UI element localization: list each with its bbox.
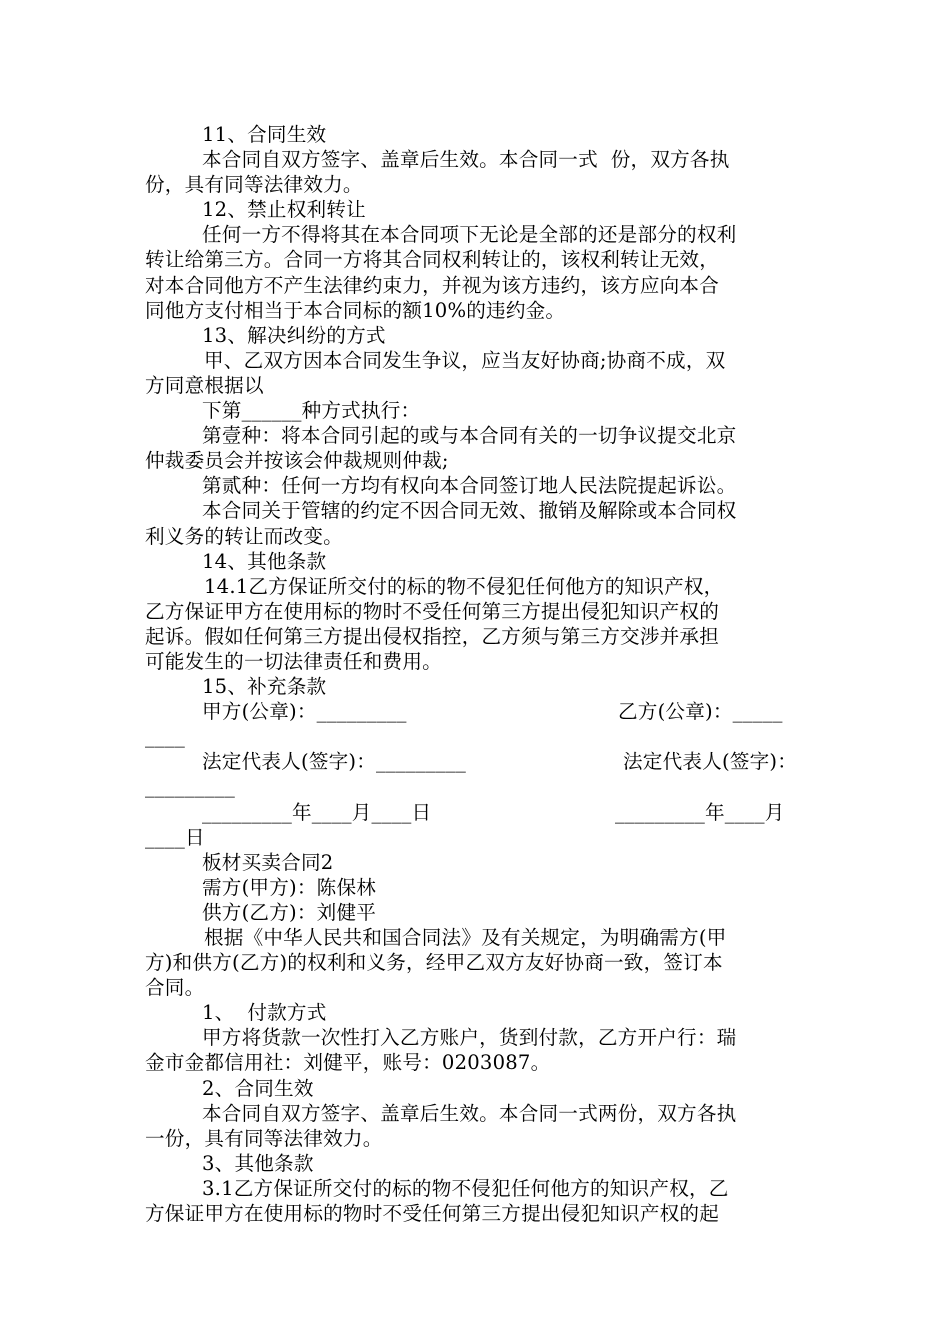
party-b-date-line-wrap: ____日 xyxy=(145,825,205,849)
text-line: 第壹种：将本合同引起的或与本合同有关的一切争议提交北京 xyxy=(202,424,737,448)
text-line: 12、禁止权利转让 xyxy=(202,198,366,222)
signature-row-party-seal xyxy=(145,699,807,724)
document-page xyxy=(145,122,807,1226)
text-line: 3、其他条款 xyxy=(202,1151,314,1175)
text-line: 甲、乙双方因本合同发生争议，应当友好协商;协商不成，双 xyxy=(204,348,726,372)
text-line: 对本合同他方不产生法律约束力，并视为该方违约，该方应向本合 xyxy=(145,273,720,297)
party-b-legal-rep-line-wrap: _________ xyxy=(145,775,235,799)
party-b-seal-line-wrap: ____ xyxy=(145,725,185,749)
signature-row-legal-rep xyxy=(145,749,807,774)
party-b-seal-line: 乙方(公章)：_____ xyxy=(618,700,783,724)
text-line: 本合同自双方签字、盖章后生效。本合同一式 份，双方各执 xyxy=(202,148,730,172)
text-line: 14.1乙方保证所交付的标的物不侵犯任何他方的知识产权， xyxy=(204,574,724,598)
text-line: 3.1乙方保证所交付的标的物不侵犯任何他方的知识产权，乙 xyxy=(202,1176,729,1200)
text-line: 14、其他条款 xyxy=(202,549,327,573)
text-line: 方)和供方(乙方)的权利和义务，经甲乙双方友好协商一致，签订本 xyxy=(145,951,723,975)
text-line: 15、补充条款 xyxy=(202,675,327,699)
text-line: 下第______种方式执行： xyxy=(202,399,421,423)
text-line: 供方(乙方)：刘健平 xyxy=(202,900,377,924)
text-line: 份，具有同等法律效力。 xyxy=(145,173,363,197)
text-line: 方同意根据以 xyxy=(145,373,264,397)
party-a-date-line: _________年____月____日 xyxy=(202,800,432,824)
text-line: 金市金都信用社：刘健平，账号：0203087。 xyxy=(145,1051,551,1075)
text-line: 板材买卖合同2 xyxy=(202,850,334,874)
party-a-seal-line: 甲方(公章)：_________ xyxy=(202,700,407,724)
party-b-date-line: _________年____月 xyxy=(615,800,785,824)
party-b-legal-rep-line: 法定代表人(签字)： xyxy=(623,750,798,774)
text-line: 13、解决纠纷的方式 xyxy=(202,323,386,347)
text-line: 1、 付款方式 xyxy=(202,1001,327,1025)
contract-section-1 xyxy=(145,122,807,699)
text-line: 同他方支付相当于本合同标的额10%的违约金。 xyxy=(145,298,566,322)
text-line: 乙方保证甲方在使用标的物时不受任何第三方提出侵犯知识产权的 xyxy=(145,599,720,623)
text-line: 一份，具有同等法律效力。 xyxy=(145,1126,383,1150)
text-line: 方保证甲方在使用标的物时不受任何第三方提出侵犯知识产权的起 xyxy=(145,1202,720,1226)
text-line: 起诉。假如任何第三方提出侵权指控，乙方须与第三方交涉并承担 xyxy=(145,624,720,648)
text-line: 合同。 xyxy=(145,976,205,1000)
text-line: 本合同自双方签字、盖章后生效。本合同一式两份，双方各执 xyxy=(202,1101,737,1125)
text-line: 需方(甲方)：陈保林 xyxy=(202,875,377,899)
text-line: 可能发生的一切法律责任和费用。 xyxy=(145,649,442,673)
text-line: 第贰种：任何一方均有权向本合同签订地人民法院提起诉讼。 xyxy=(202,474,737,498)
text-line: 本合同关于管辖的约定不因合同无效、撤销及解除或本合同权 xyxy=(202,499,737,523)
text-line: 甲方将货款一次性打入乙方账户，货到付款，乙方开户行：瑞 xyxy=(202,1026,737,1050)
contract-section-2 xyxy=(145,850,807,1226)
text-line: 任何一方不得将其在本合同项下无论是全部的还是部分的权利 xyxy=(202,223,737,247)
text-line: 利义务的转让而改变。 xyxy=(145,524,343,548)
text-line: 2、合同生效 xyxy=(202,1076,314,1100)
text-line: 转让给第三方。合同一方将其合同权利转让的，该权利转让无效， xyxy=(145,248,720,272)
text-line: 仲裁委员会并按该会仲裁规则仲裁; xyxy=(145,449,449,473)
party-a-legal-rep-line: 法定代表人(签字)：_________ xyxy=(202,750,467,774)
text-line: 根据《中华人民共和国合同法》及有关规定，为明确需方(甲 xyxy=(204,926,727,949)
signature-row-date xyxy=(145,800,807,825)
text-line: 11、合同生效 xyxy=(202,123,327,146)
